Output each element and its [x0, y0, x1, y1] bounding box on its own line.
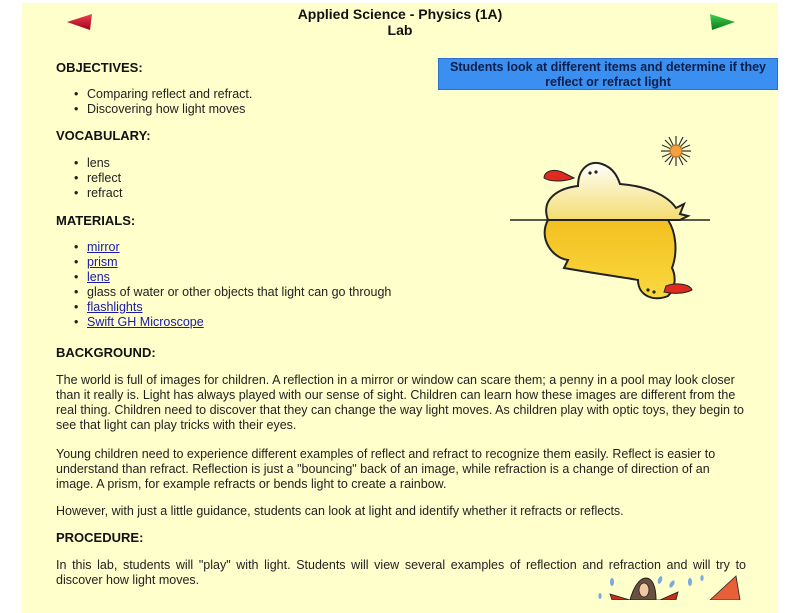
- material-link-microscope[interactable]: Swift GH Microscope: [87, 315, 204, 329]
- material-link-lens[interactable]: lens: [87, 270, 110, 284]
- objectives-list: [74, 87, 252, 117]
- vocabulary-item: • reflect: [74, 171, 122, 186]
- page-title: [230, 6, 570, 38]
- material-item: [74, 300, 391, 315]
- background-heading: BACKGROUND:: [56, 345, 156, 360]
- title-line-1: Applied Science - Physics (1A): [297, 6, 503, 22]
- material-item: [74, 270, 391, 285]
- material-item: [74, 240, 391, 255]
- material-item: [74, 255, 391, 270]
- splash-character-illustration: [590, 574, 750, 600]
- materials-list: [74, 240, 391, 330]
- previous-arrow-icon[interactable]: [66, 12, 94, 32]
- sun-icon: [661, 136, 691, 166]
- material-link-flashlights[interactable]: flashlights: [87, 300, 143, 314]
- background-paragraph-1: The world is full of images for children. A reflection in a mirror or window can scare them; a penny in a pool may look closer than it really is. Light has always played with our sense of sight. Children can learn how these images are different from the real thing. Children need to discover that they can change the way light moves. As children play with optic toys, they begin to see that light can play tricks with their eyes.: [56, 373, 744, 432]
- vocabulary-heading: VOCABULARY:: [56, 128, 151, 143]
- vocabulary-item: • refract: [74, 186, 122, 201]
- objectives-heading: OBJECTIVES:: [56, 60, 143, 75]
- objective-item: • Comparing reflect and refract.: [74, 87, 252, 102]
- material-item: • glass of water or other objects that light can go through: [74, 285, 391, 300]
- title-line-2: Lab: [387, 22, 413, 38]
- material-link-mirror[interactable]: mirror: [87, 240, 120, 254]
- procedure-paragraph-1: In this lab, students will "play" with light. Students will view several examples of reflection and refraction and will try to discover how light moves.: [56, 558, 746, 587]
- duck-reflection-illustration: [508, 128, 712, 304]
- vocabulary-list: [74, 156, 122, 201]
- next-arrow-icon[interactable]: [708, 12, 736, 32]
- materials-heading: MATERIALS:: [56, 213, 136, 228]
- background-paragraph-3: However, with just a little guidance, students can look at light and identify whether it refracts or reflects.: [56, 504, 624, 518]
- material-link-prism[interactable]: prism: [87, 255, 118, 269]
- objective-item: • Discovering how light moves: [74, 102, 252, 117]
- summary-box: Students look at different items and determine if they reflect or refract light: [438, 58, 778, 90]
- procedure-heading: PROCEDURE:: [56, 530, 144, 545]
- background-paragraph-2: Young children need to experience different examples of reflect and refract to recognize them easily. Reflect is easier to understand than refract. Reflection is just a "bouncing" back of an image, while refraction is a change of direction of an image. A prism, for example refracts or bends light to create a rainbow.: [56, 447, 716, 491]
- material-item: [74, 315, 391, 330]
- vocabulary-item: • lens: [74, 156, 122, 171]
